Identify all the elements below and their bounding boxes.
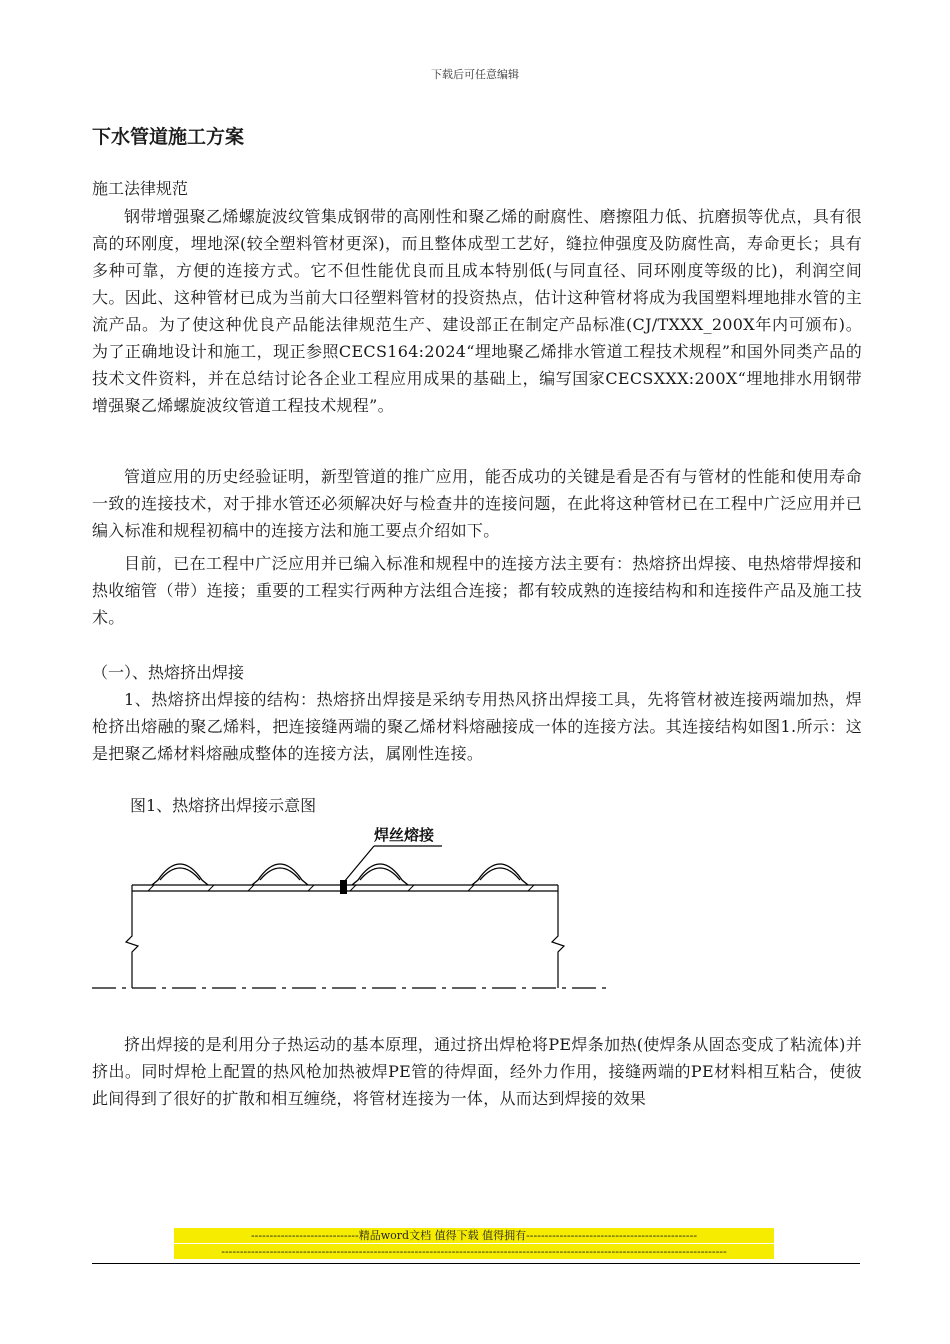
weld-bead xyxy=(340,880,347,894)
footer-rule xyxy=(92,1263,860,1264)
document-title: 下水管道施工方案 xyxy=(92,126,245,148)
page-header: 下载后可任意编辑 xyxy=(431,68,519,81)
footer-banner-line2: ---------------------------------------------------------------------------------------------------------------------------------------- xyxy=(174,1244,774,1259)
paragraph-history: 管道应用的历史经验证明，新型管道的推广应用，能否成功的关键是看是否有与管材的性能和使用寿命一致的连接技术，对于排水管还必须解决好与检查井的连接问题，在此将这种管材已在工程中广泛应用并已编入标准和规程初稿中的连接方法和施工要点介绍如下。 xyxy=(92,467,862,540)
paragraph-intro: 钢带增强聚乙烯螺旋波纹管集成钢带的高刚性和聚乙烯的耐腐性、磨擦阻力低、抗磨损等优点，具有很高的环刚度，埋地深(较全塑料管材更深)，而且整体成型工艺好，缝拉伸强度及防腐性高，寿命更长；具有多种可靠，方便的连接方式。它不但性能优良而且成本特别低(与同直径、同环刚度等级的比)，利润空间大。因此、这种管材已成为当前大口径塑料管材的投资热点，估计这种管材将成为我国塑料埋地排水管的主流产品。为了使这种优良产品能法律规范生产、建设部正在制定产品标准(CJ/TXXX_200X年内可颁布)。为了正确地设计和施工，现正参照CECS164:2024“埋地聚乙烯排水管道工程技术规程”和国外同类产品的技术文件资料，并在总结讨论各企业工程应用成果的基础上，编写国家CECSXXX:200X“埋地排水用钢带增强聚乙烯螺旋波纹管道工程技术规程”。 xyxy=(92,207,862,415)
paragraph-structure: 1、热熔挤出焊接的结构：热熔挤出焊接是采纳专用热风挤出焊接工具，先将管材被连接两端加热，焊枪挤出熔融的聚乙烯料，把连接缝两端的聚乙烯材料熔融接成一体的连接方法。其连接结构如图1.所示：这是把聚乙烯材料熔融成整体的连接方法，属刚性连接。 xyxy=(92,690,862,763)
left-wall xyxy=(126,885,138,988)
right-wall xyxy=(552,885,564,988)
figure-caption: 图1、热熔挤出焊接示意图 xyxy=(130,796,317,815)
weld-diagram xyxy=(88,818,618,990)
leader-line xyxy=(344,846,374,882)
paragraph-welding-principle: 挤出焊接的是利用分子热运动的基本原理，通过挤出焊枪将PE焊条加热(使焊条从固态变成了粘流体)并挤出。同时焊枪上配置的热风枪加热被焊PE管的待焊面，经外力作用，接缝两端的PE材料相互粘合，使彼此间得到了很好的扩散和相互缠绕，将管材连接为一体，从而达到焊接的效果 xyxy=(92,1035,862,1108)
footer-banner-line1: -----------------------------精品word文档 值得下载 值得拥有---------------------------------------------- xyxy=(174,1228,774,1243)
weld-label: 焊丝熔接 xyxy=(374,826,435,844)
section-heading-law: 施工法律规范 xyxy=(92,179,189,198)
paragraph-methods: 目前，已在工程中广泛应用并已编入标准和规程中的连接方法主要有：热熔挤出焊接、电热熔带焊接和热收缩管（带）连接；重要的工程实行两种方法组合连接；都有较成熟的连接结构和和连接件产品及施工技术。 xyxy=(92,554,862,627)
subsection-heading-hot-melt: （一）、热熔挤出焊接 xyxy=(92,663,245,682)
